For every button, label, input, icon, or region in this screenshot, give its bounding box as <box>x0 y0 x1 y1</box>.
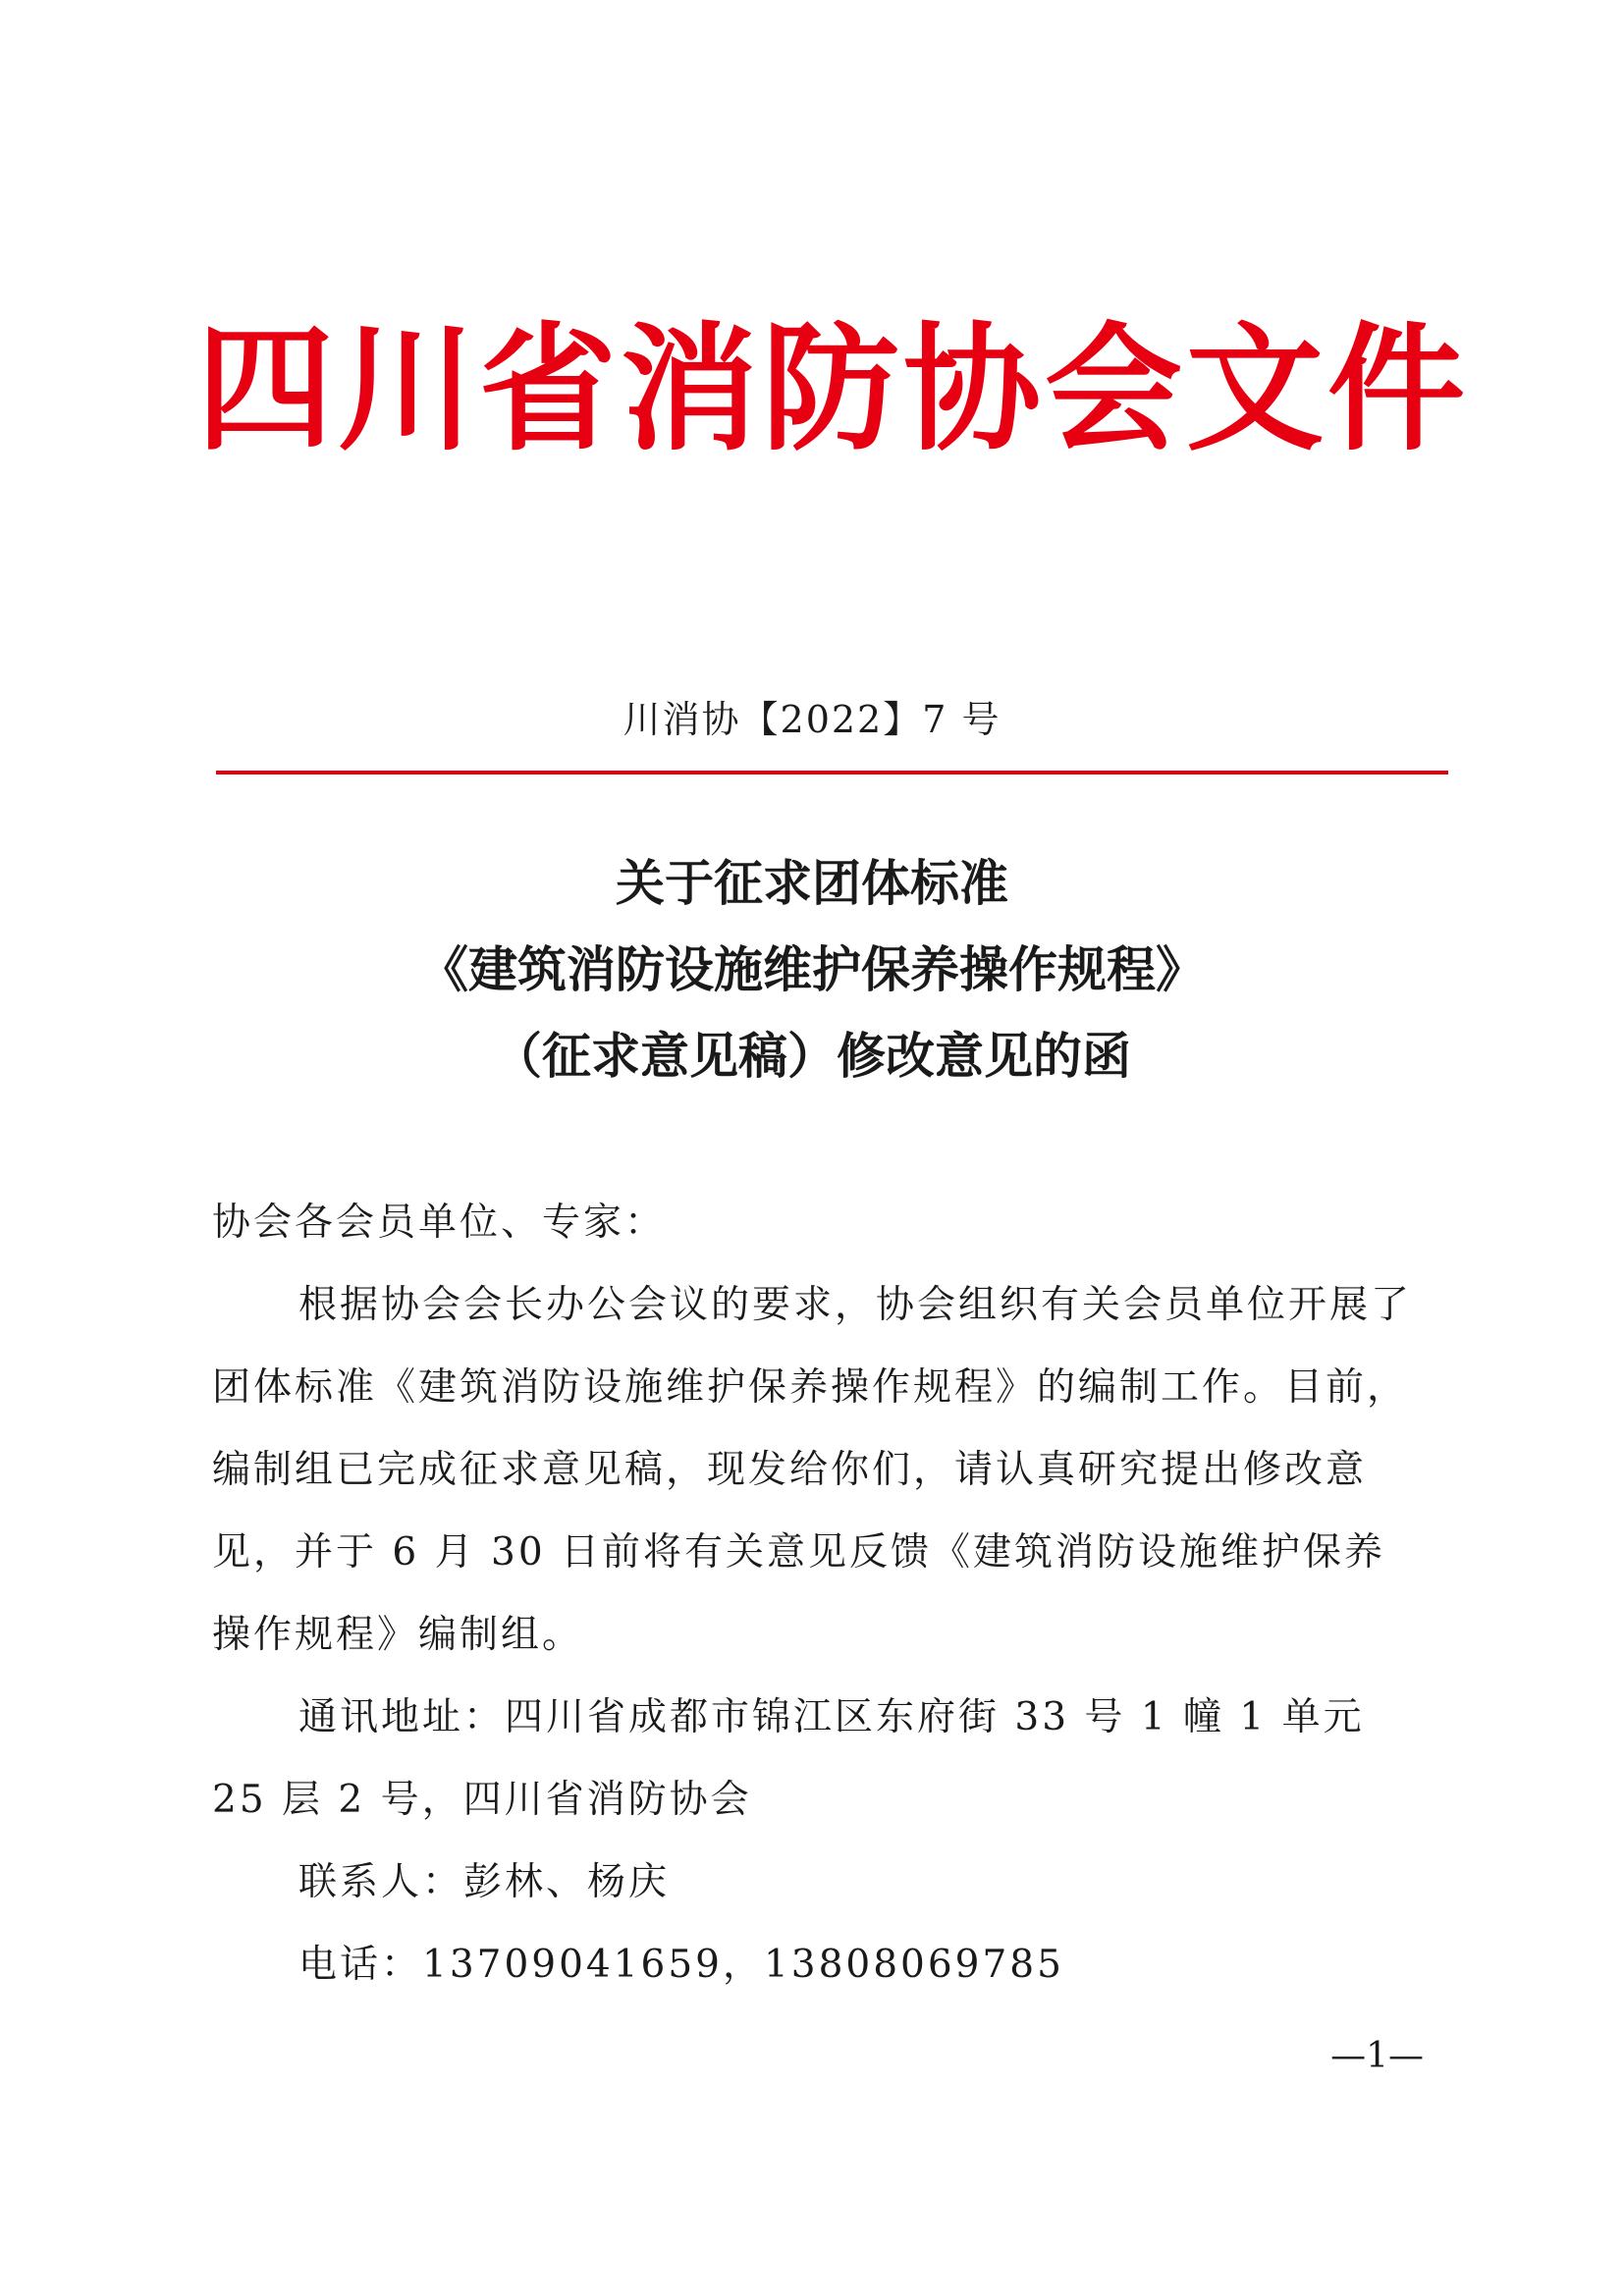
main-paragraph: 根据协会会长办公会议的要求，协会组织有关会员单位开展了团体标准《建筑消防设施维护保养操作规程》的编制工作。目前，编制组已完成征求意见稿，现发给你们，请认真研究提出修改意见，并于 6 月 30 日前将有关意见反馈《建筑消防设施维护保养操作规程》编制组。 <box>212 1283 1413 1657</box>
document-masthead: 四川省消防协会文件 <box>196 310 1470 470</box>
mailing-address: 通讯地址：四川省成都市锦江区东府街 33 号 1 幢 1 单元 25 层 2 号，四川省消防协会 <box>212 1695 1365 1822</box>
title-line-3: （征求意见稿）修改意见的函 <box>493 1028 1131 1085</box>
page-number: —1— <box>1330 2036 1424 2076</box>
document-number: 川消协【2022】7 号 <box>623 698 1001 741</box>
red-divider <box>216 771 1448 774</box>
title-line-2: 《建筑消防设施维护保养操作规程》 <box>419 941 1205 998</box>
document-title <box>0 840 1624 1099</box>
contact-phone: 电话：13709041659，13808069785 <box>298 1943 1064 1987</box>
salutation: 协会各会员单位、专家： <box>212 1201 667 1245</box>
contact-persons: 联系人：彭林、杨庆 <box>298 1860 671 1904</box>
letter-body <box>212 1182 1412 2006</box>
title-line-1: 关于征求团体标准 <box>616 855 1008 912</box>
